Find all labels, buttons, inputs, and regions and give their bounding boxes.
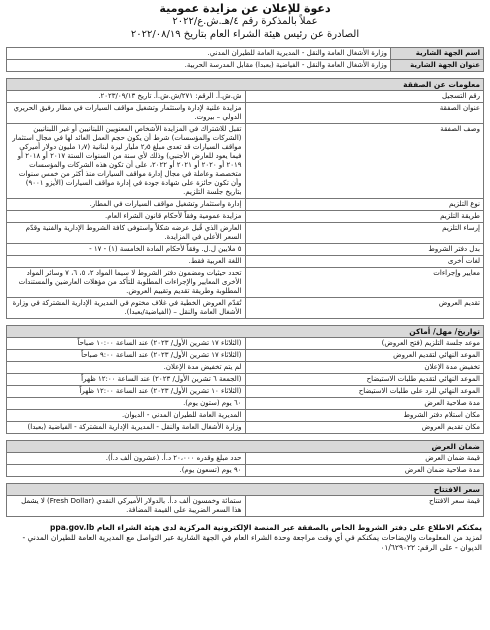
price-table [6,483,484,517]
price-section-title: سعر الافتتاح [7,484,484,496]
row-key: موعد جلسة التلزيم (فتح العروض) [245,338,484,350]
table-row [7,398,484,410]
table-row [7,244,484,256]
guarantee-table [6,440,484,477]
row-value: ستمائة وخمسون ألف د.أ. بالدولار الأميركي النقدي (Fresh Dollar) لا يشمل هذا السعر الضريبة على القيمة المضافة. [7,496,246,517]
row-value: ٩٠ يوم (تسعون يوم). [7,465,246,477]
row-value: حدد مبلغ وقدره ٢٠،٠٠٠ د.أ. (عشرون ألف د.أ). [7,453,246,465]
row-key: قيمة سعر الافتتاح [245,496,484,517]
footer-platform-note: يمكنكم الاطلاع على دفتر الشروط الخاص بالصفقة عبر المنصة الإلكترونية المركزية لدى هيئة الشراء العام ppa.gov.lb [49,523,482,532]
table-row [7,465,484,477]
table-row [7,124,484,199]
table-row [7,103,484,124]
row-key: الموعد النهائي للرد على طلبات الاستيضاح [245,386,484,398]
row-value: (الثلاثاء ١٧ تشرين الأول/ ٢٠٢٣) عند الساعة ١٠:٠٠ صباحاً [7,338,246,350]
table-row [7,362,484,374]
row-key: مدة صلاحية ضمان العرض [245,465,484,477]
entity-address-label: عنوان الجهة الشارية [391,60,484,72]
row-value: مزايدة علنية لإدارة واستثمار وتشغيل مواقف السيارات في مطار رفيق الحريري الدولي – بيروت. [7,103,246,124]
row-value: (الثلاثاء ١٧ تشرين الأول/ ٢٠٢٣) عند الساعة ٩:٠٠ صباحاً [7,350,246,362]
table-row [7,223,484,244]
row-value: (الثلاثاء ١٠ تشرين الأول/ ٢٠٢٣) عند الساعة ١٢:٠٠ ظهراً [7,386,246,398]
row-key: مكان تقديم العروض [245,422,484,434]
row-value: لم يتم تخفيض مدة الإعلان. [7,362,246,374]
table-row [7,453,484,465]
entity-address-value: وزارة الأشغال العامة والنقل - الفياضية (بعبدا) مقابل المدرسة الحربية. [7,60,391,72]
dates-section-title: تواريخ/ مهل/ أماكن [7,326,484,338]
deal-section-title: معلومات عن الصفقة [7,79,484,91]
entity-table [6,47,484,72]
row-value: إدارة واستثمار وتشغيل مواقف السيارات في المطار. [7,199,246,211]
row-value: تحدد حيثيات ومضمون دفتر الشروط لا سيما المواد ٢، ٥، ٦، ٧ وسائر المواد الأخرى المعايير والإجراءات المطلوبة للتأكد من مؤهلات العارضين والمستندات المطلوبة وطريقة تقديم وتقييم العروض. [7,268,246,298]
row-key: الموعد النهائي لتقديم العروض [245,350,484,362]
table-row [7,350,484,362]
table-row [7,268,484,298]
row-value: تُقدّم العروض الخطية في غلاف مختوم في المديرية الإدارية المشتركة في وزارة الأشغال العامة والنقل – (الفياضية/بعبدا). [7,298,246,319]
row-key: تقديم العروض [245,298,484,319]
row-key: تخفيض مدة الإعلان [245,362,484,374]
row-key: عنوان الصفقة [245,103,484,124]
table-row [7,199,484,211]
row-value: تقبل للاشتراك في المزايدة الأشخاص المعنويين اللبنانيين أو غير اللبنانيين (الشركات والمؤسسات) شرط أن يكون حجم العمل العائد لها في مجال استثمار مواقف السيارات قد تعدى مبلغ ٢٫٥ مليار ليرة لبنانية (١٫٧ مليون دولار أميركي فيما يعود للعارض الأجنبي) وذلك لأي سنة من السنوات الستة ٢٠١٧ أو ٢٠١٨ أو ٢٠١٩ أو ٢٠٢٠ أو ٢٠٢١ أو ٢٠٢٢، على أن تكون هذه الشركات والمؤسسات متخصصة وعاملة في مجال إدارة مواقف السيارات منذ أكثر من خمس سنوات وأن تكون حائزة على شهادة جودة في إدارة مواقف السيارات (الأيزو ٩٠٠١) بتاريخ جلسة التلزيم. [7,124,246,199]
table-row [7,256,484,268]
row-value: (الجمعة ٦ تشرين الأول/ ٢٠٢٣) عند الساعة ١٢:٠٠ ظهراً [7,374,246,386]
table-row [7,496,484,517]
row-value: العارض الذي قُبل عرضه شكلاً واستوفى كافة الشروط الإدارية والفنية وقدّم السعر الأعلى في المزايدة. [7,223,246,244]
entity-name-label: اسم الجهة الشارية [391,48,484,60]
row-key: رقم التسجيل [245,91,484,103]
issue-date: الصادرة عن رئيس هيئة الشراء العام بتاريخ ٢٠٢٢/٠٨/١٩ [130,29,360,40]
table-row [7,422,484,434]
row-key: مكان استلام دفتر الشروط [245,410,484,422]
row-key: إرساء التلزيم [245,223,484,244]
row-value: ٥ ملايين ل.ل. وفقاً لأحكام المادة الخامسة (١) - ١٧ - [7,244,246,256]
table-row [7,91,484,103]
row-value: مزايدة عمومية وفقاً لأحكام قانون الشراء العام. [7,211,246,223]
document-title: دعوة للإعلان عن مزايدة عمومية [159,2,331,15]
document-header [0,2,490,41]
table-row [7,410,484,422]
guarantee-section-title: ضمان العرض [7,441,484,453]
row-value: اللغة العربية فقط. [7,256,246,268]
row-key: قيمة ضمان العرض [245,453,484,465]
row-key: مدة صلاحية العرض [245,398,484,410]
memo-reference: عملاً بالمذكرة رقم ٤/هـ.ش.ع/٢٠٢٢ [172,16,318,27]
row-value: المديرية العامة للطيران المدني - الديوان. [7,410,246,422]
row-key: نوع التلزيم [245,199,484,211]
row-value: ٦٠ يوم (ستون يوم). [7,398,246,410]
row-key: معايير وإجراءات [245,268,484,298]
table-row [7,338,484,350]
table-row [7,211,484,223]
row-value: ش.ش.أ. الرقم: ٢٧١/ش.ش.أ. تاريخ ٢٠٢٣/٠٩/١٣. [7,91,246,103]
footer-contact-note: لمزيد من المعلومات والإيضاحات يمكنكم في أي وقت مراجعة وحدة الشراء العام في الجهة الشارية عبر التواصل مع المديرية العامة للطيران المدني - الديوان - على الرقم: ٠١/٦٢٩٠٢٢ [22,533,482,552]
row-key: الموعد النهائي لتقديم طلبات الاستيضاح [245,374,484,386]
row-key: بدل دفتر الشروط [245,244,484,256]
entity-name-value: وزارة الأشغال العامة والنقل - المديرية العامة للطيران المدني. [7,48,391,60]
table-row [7,374,484,386]
row-key: لغات أخرى [245,256,484,268]
dates-table [6,325,484,434]
row-value: وزارة الأشغال العامة والنقل - المديرية الإدارية المشتركة - الفياضية (بعبدا) [7,422,246,434]
row-key: وصف الصفقة [245,124,484,199]
table-row [7,386,484,398]
footer-notes [8,523,482,553]
table-row [7,298,484,319]
row-key: طريقة التلزيم [245,211,484,223]
deal-table [6,78,484,319]
